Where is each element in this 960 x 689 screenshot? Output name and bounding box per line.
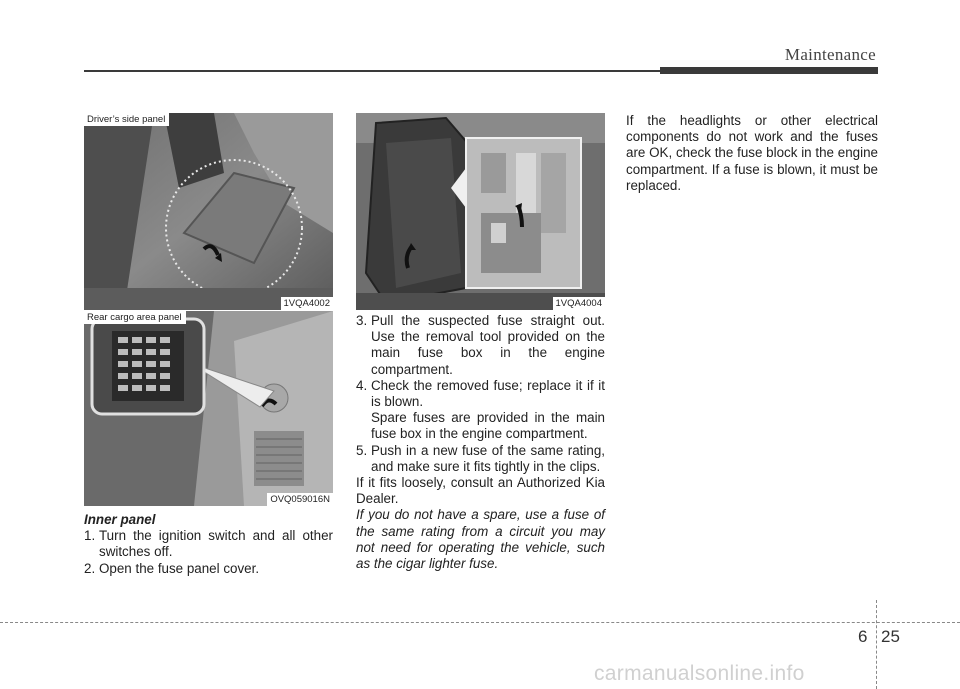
header-rule [84, 70, 660, 72]
header-bar [660, 67, 878, 74]
step-3-text: Pull the suspected fuse straight out. Use the removal tool provided on the main fuse box in the engine compartment. [371, 313, 605, 377]
step-4-text: Check the removed fuse; replace it if it is blown. [371, 377, 605, 410]
step-5 [356, 443, 605, 475]
headlights-paragraph: If the headlights or other electrical components do not work and the fuses are OK, check the fuse block in the engine compartment. If a fuse is blown, it must be replaced. [626, 113, 878, 193]
rear-cargo-panel-illustration [84, 311, 333, 506]
rear-cargo-panel-label: Rear cargo area panel [84, 311, 186, 324]
step-3 [356, 313, 605, 378]
middle-column-text [356, 313, 605, 572]
driver-side-panel-label: Driver’s side panel [84, 113, 169, 126]
page-number: 25 [881, 627, 900, 646]
step-4 [356, 378, 605, 410]
right-column-text [626, 113, 878, 194]
chapter-number: 6 [858, 627, 868, 646]
spare-fuse-note: If you do not have a spare, use a fuse of the same rating from a circuit you may not need for operating the vehicle, such as the cigar lighter fuse. [356, 507, 605, 572]
driver-side-panel-illustration [84, 113, 333, 310]
left-column-text [84, 512, 333, 577]
step-2 [84, 561, 333, 577]
rear-cargo-panel-photo [84, 311, 333, 506]
step-2-text: Open the fuse panel cover. [99, 560, 260, 576]
step-1-text: Turn the ignition switch and all other switches off. [99, 528, 333, 560]
step-5-text: Push in a new fuse of the same rating, and make sure it fits tightly in the clips. [371, 442, 605, 474]
step-1-number: 1. [84, 528, 96, 544]
engine-fuse-box-photo [356, 113, 605, 310]
step-4-number: 4. [356, 377, 368, 393]
driver-side-panel-photo [84, 113, 333, 310]
step-5-number: 5. [356, 442, 368, 458]
rear-cargo-panel-code: OVQ059016N [267, 493, 333, 506]
page-section-title: Maintenance [784, 45, 876, 64]
step-4-note: Spare fuses are provided in the main fuse box in the engine compartment. [371, 410, 605, 442]
engine-fuse-box-illustration [356, 113, 605, 310]
footer-dashed-rule [0, 622, 960, 623]
step-3-number: 3. [356, 313, 368, 328]
step-2-number: 2. [84, 560, 96, 576]
inner-panel-subheading: Inner panel [84, 512, 156, 527]
step-1 [84, 528, 333, 560]
watermark: carmanualsonline.info [594, 662, 805, 685]
footer-vertical-rule [876, 600, 877, 689]
engine-fuse-box-code: 1VQA4004 [553, 297, 605, 310]
driver-side-panel-code: 1VQA4002 [281, 297, 333, 310]
loose-fuse-paragraph: If it fits loosely, consult an Authorized Kia Dealer. [356, 475, 605, 507]
